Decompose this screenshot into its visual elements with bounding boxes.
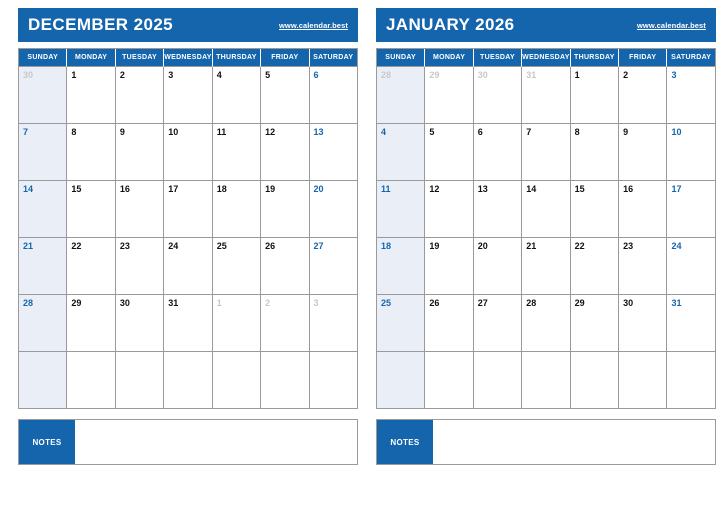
day-cell[interactable]: 21 <box>19 238 67 295</box>
day-cell[interactable]: 8 <box>67 124 115 181</box>
day-cell[interactable]: 31 <box>164 295 212 352</box>
day-cell[interactable]: 27 <box>474 295 522 352</box>
day-cell[interactable] <box>261 352 309 409</box>
day-cell[interactable] <box>213 352 261 409</box>
day-cell[interactable]: 30 <box>19 67 67 124</box>
day-cell[interactable] <box>522 352 570 409</box>
day-cell[interactable]: 5 <box>261 67 309 124</box>
day-cell[interactable]: 14 <box>19 181 67 238</box>
weekday-header-sunday: SUNDAY <box>377 49 425 67</box>
week-row <box>19 124 358 181</box>
month-title: DECEMBER 2025 <box>28 15 174 34</box>
day-cell[interactable]: 22 <box>67 238 115 295</box>
day-cell[interactable]: 11 <box>377 181 425 238</box>
day-cell[interactable]: 8 <box>571 124 619 181</box>
day-cell[interactable]: 24 <box>667 238 715 295</box>
day-cell[interactable]: 2 <box>261 295 309 352</box>
day-cell[interactable] <box>116 352 164 409</box>
day-cell[interactable]: 29 <box>425 67 473 124</box>
day-cell[interactable]: 19 <box>425 238 473 295</box>
day-cell[interactable]: 5 <box>425 124 473 181</box>
weekday-header-thursday: THURSDAY <box>213 49 261 67</box>
day-cell[interactable]: 19 <box>261 181 309 238</box>
notes-box <box>18 419 358 465</box>
day-cell[interactable]: 30 <box>116 295 164 352</box>
week-row <box>19 352 358 409</box>
day-cell[interactable]: 18 <box>377 238 425 295</box>
day-cell[interactable]: 28 <box>19 295 67 352</box>
calendar-title-bar <box>376 8 716 42</box>
day-cell[interactable]: 7 <box>19 124 67 181</box>
weekday-header-friday: FRIDAY <box>261 49 309 67</box>
weekday-header-friday: FRIDAY <box>619 49 667 67</box>
notes-box <box>376 419 716 465</box>
day-cell[interactable]: 13 <box>474 181 522 238</box>
day-cell[interactable]: 12 <box>261 124 309 181</box>
day-cell[interactable]: 7 <box>522 124 570 181</box>
day-cell[interactable]: 20 <box>310 181 358 238</box>
day-cell[interactable]: 4 <box>377 124 425 181</box>
day-cell[interactable]: 23 <box>116 238 164 295</box>
week-row <box>377 67 716 124</box>
calendar-december <box>18 8 358 507</box>
day-cell[interactable]: 29 <box>571 295 619 352</box>
week-row <box>377 238 716 295</box>
day-cell[interactable]: 14 <box>522 181 570 238</box>
day-cell[interactable]: 6 <box>310 67 358 124</box>
weekday-header-row <box>377 49 716 67</box>
day-cell[interactable]: 1 <box>213 295 261 352</box>
day-cell[interactable]: 3 <box>164 67 212 124</box>
weekday-header-saturday: SATURDAY <box>310 49 358 67</box>
day-cell[interactable]: 15 <box>571 181 619 238</box>
day-cell[interactable]: 4 <box>213 67 261 124</box>
week-row <box>377 124 716 181</box>
day-cell[interactable]: 1 <box>571 67 619 124</box>
day-cell[interactable]: 16 <box>116 181 164 238</box>
day-cell[interactable]: 17 <box>164 181 212 238</box>
notes-writing-area[interactable] <box>75 420 357 464</box>
month-title: JANUARY 2026 <box>385 15 515 34</box>
week-row <box>19 67 358 124</box>
weekday-header-tuesday: TUESDAY <box>116 49 164 67</box>
weekday-header-thursday: THURSDAY <box>571 49 619 67</box>
day-cell[interactable]: 30 <box>474 67 522 124</box>
day-cell[interactable]: 3 <box>310 295 358 352</box>
notes-writing-area[interactable] <box>433 420 715 464</box>
day-cell[interactable]: 28 <box>522 295 570 352</box>
week-row <box>377 352 716 409</box>
day-cell[interactable] <box>474 352 522 409</box>
day-cell[interactable]: 12 <box>425 181 473 238</box>
day-cell[interactable]: 28 <box>377 67 425 124</box>
day-cell[interactable]: 31 <box>667 295 715 352</box>
week-row <box>19 295 358 352</box>
day-cell[interactable]: 26 <box>425 295 473 352</box>
day-cell[interactable]: 9 <box>619 124 667 181</box>
day-cell[interactable] <box>310 352 358 409</box>
day-cell[interactable]: 24 <box>164 238 212 295</box>
notes-label: NOTES <box>377 420 433 464</box>
day-cell[interactable]: 31 <box>522 67 570 124</box>
day-cell[interactable]: 1 <box>67 67 115 124</box>
notes-label: NOTES <box>19 420 75 464</box>
day-cell[interactable]: 9 <box>116 124 164 181</box>
day-cell[interactable] <box>571 352 619 409</box>
day-cell[interactable]: 27 <box>310 238 358 295</box>
day-cell[interactable]: 2 <box>619 67 667 124</box>
day-cell[interactable]: 30 <box>619 295 667 352</box>
day-cell[interactable]: 16 <box>619 181 667 238</box>
day-cell[interactable]: 23 <box>619 238 667 295</box>
day-cell[interactable]: 22 <box>571 238 619 295</box>
day-cell[interactable]: 21 <box>522 238 570 295</box>
week-row <box>377 295 716 352</box>
day-cell[interactable]: 17 <box>667 181 715 238</box>
day-cell[interactable]: 11 <box>213 124 261 181</box>
day-cell[interactable] <box>377 352 425 409</box>
week-row <box>19 238 358 295</box>
weekday-header-row <box>19 49 358 67</box>
weekday-header-monday: MONDAY <box>67 49 115 67</box>
day-cell[interactable]: 3 <box>667 67 715 124</box>
day-cell[interactable] <box>19 352 67 409</box>
website-link[interactable]: www.calendar.best <box>279 20 348 30</box>
day-cell[interactable]: 29 <box>67 295 115 352</box>
day-cell[interactable]: 6 <box>474 124 522 181</box>
calendar-title-bar <box>18 8 358 42</box>
month-grid <box>18 48 358 409</box>
day-cell[interactable]: 2 <box>116 67 164 124</box>
month-grid <box>376 48 716 409</box>
weekday-header-sunday: SUNDAY <box>19 49 67 67</box>
calendar-january <box>376 8 716 507</box>
weekday-header-wednesday: WEDNESDAY <box>522 49 570 67</box>
week-row <box>19 181 358 238</box>
day-cell[interactable]: 20 <box>474 238 522 295</box>
day-cell[interactable]: 13 <box>310 124 358 181</box>
weekday-header-tuesday: TUESDAY <box>474 49 522 67</box>
website-link[interactable]: www.calendar.best <box>636 20 706 30</box>
day-cell[interactable] <box>667 352 715 409</box>
weekday-header-monday: MONDAY <box>425 49 473 67</box>
weekday-header-saturday: SATURDAY <box>667 49 715 67</box>
day-cell[interactable]: 18 <box>213 181 261 238</box>
week-row <box>377 181 716 238</box>
day-cell[interactable]: 10 <box>667 124 715 181</box>
day-cell[interactable]: 15 <box>67 181 115 238</box>
day-cell[interactable]: 25 <box>377 295 425 352</box>
day-cell[interactable]: 25 <box>213 238 261 295</box>
day-cell[interactable] <box>164 352 212 409</box>
day-cell[interactable]: 26 <box>261 238 309 295</box>
day-cell[interactable] <box>67 352 115 409</box>
day-cell[interactable] <box>619 352 667 409</box>
day-cell[interactable]: 10 <box>164 124 212 181</box>
day-cell[interactable] <box>425 352 473 409</box>
weekday-header-wednesday: WEDNESDAY <box>164 49 212 67</box>
